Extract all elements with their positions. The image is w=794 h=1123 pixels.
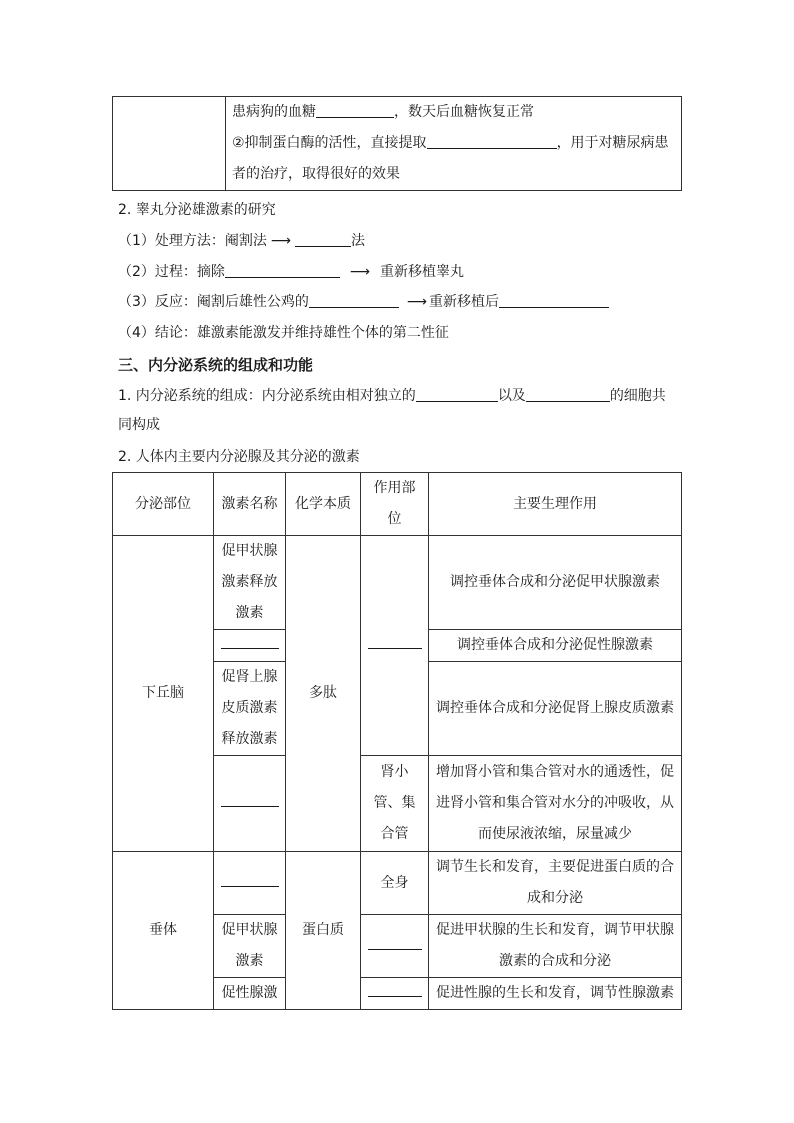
effect-crh: 调控垂体合成和分泌促肾上腺皮质激素 xyxy=(429,662,682,756)
table-header-row xyxy=(113,473,682,536)
item1-a: 1. 内分泌系统的组成：内分泌系统由相对独立的 xyxy=(118,388,416,404)
item1-b: 以及 xyxy=(497,388,526,404)
top-continued-table xyxy=(112,96,682,191)
tsh-effect: 促进甲状腺的生长和发育，调节甲状腺激素的合成和分泌 xyxy=(436,922,674,969)
section3-item1-cont: 同构成 xyxy=(118,417,160,433)
section3-heading: 三、内分泌系统的组成和功能 xyxy=(118,356,314,374)
effect-gth: 促进性腺的生长和发育，调节性腺激素 xyxy=(429,978,682,1010)
effect-gnrh: 调控垂体合成和分泌促性腺激素 xyxy=(429,630,682,662)
line1-a: 患病狗的血糖 xyxy=(232,104,316,120)
blank-fill xyxy=(221,805,279,807)
gh-effect: 调节生长和发育，主要促进蛋白质的合成和分泌 xyxy=(436,859,674,906)
site-pituitary: 垂体 xyxy=(113,852,214,1010)
blank-fill xyxy=(221,647,279,649)
blank-fill xyxy=(295,232,351,247)
top-content-cell xyxy=(226,97,682,191)
blank-fill xyxy=(427,134,557,149)
header-target xyxy=(361,473,429,536)
effect-tsh xyxy=(429,915,682,978)
testis-process xyxy=(118,262,464,282)
blank-fill xyxy=(368,995,422,997)
effect-gh xyxy=(429,852,682,915)
adh-effect: 增加肾小管和集合管对水的通透性，促进肾小管和集合管对水分的冲吸收，从而使尿液浓缩，尿量减少 xyxy=(436,764,674,842)
blank-fill xyxy=(499,293,609,308)
hormone-gnrh-blank xyxy=(214,630,286,662)
line3: 者的治疗，取得很好的效果 xyxy=(232,166,400,182)
nature-peptide: 多肽 xyxy=(286,536,361,852)
target-gth-blank xyxy=(361,978,429,1010)
target-blank xyxy=(361,536,429,756)
hormone-crh xyxy=(214,662,286,756)
header-effect: 主要生理作用 xyxy=(429,473,682,536)
table-row xyxy=(113,536,682,630)
process-label: （2）过程：摘除 xyxy=(118,264,225,280)
blank-fill xyxy=(225,263,340,278)
blank-fill xyxy=(368,647,422,649)
tsh-name: 促甲状腺激素 xyxy=(221,922,278,969)
testis-title: 2. 睾丸分泌雄激素的研究 xyxy=(118,202,276,218)
section3-item1 xyxy=(118,386,666,406)
nature-protein: 蛋白质 xyxy=(286,852,361,1010)
blank-fill xyxy=(526,387,610,402)
target-kidney xyxy=(361,756,429,852)
reaction-mid: 重新移植后 xyxy=(429,294,499,310)
arrow-icon: ⟶ xyxy=(406,294,427,310)
item1-c: 的细胞共 xyxy=(609,388,666,404)
arrow-icon: ⟶ xyxy=(349,264,370,280)
line1-b: ，数天后血糖恢复正常 xyxy=(394,104,534,120)
process-suffix: 重新移植睾丸 xyxy=(380,264,464,280)
arrow-icon: ⟶ xyxy=(270,233,291,249)
trh-name: 促甲状腺激素释放激素 xyxy=(221,543,278,621)
site-hypothalamus: 下丘脑 xyxy=(113,536,214,852)
hormone-gh-blank xyxy=(214,852,286,915)
section3-item2: 2. 人体内主要内分泌腺及其分泌的激素 xyxy=(118,449,360,465)
header-target-text: 作用部位 xyxy=(373,480,416,527)
hormone-adh-blank xyxy=(214,756,286,852)
effect-adh xyxy=(429,756,682,852)
line2-b: ，用于对糖尿病患 xyxy=(556,135,669,151)
crh-name: 促肾上腺皮质激素释放激素 xyxy=(221,669,278,747)
line2-a: ②抑制蛋白酶的活性，直接提取 xyxy=(232,135,427,151)
method-label: （1）处理方法：阉割法 xyxy=(118,233,267,249)
hormone-trh xyxy=(214,536,286,630)
blank-fill xyxy=(368,948,422,950)
header-nature: 化学本质 xyxy=(286,473,361,536)
blank-fill xyxy=(316,103,394,118)
reaction-label: （3）反应：阉割后雄性公鸡的 xyxy=(118,294,309,310)
testis-conclusion: （4）结论：雄激素能激发并维持雄性个体的第二性征 xyxy=(118,325,449,341)
testis-method xyxy=(118,231,365,251)
hormone-tsh xyxy=(214,915,286,978)
adh-target: 肾小管、集合管 xyxy=(373,764,416,842)
hormone-gth: 促性腺激 xyxy=(214,978,286,1010)
testis-reaction xyxy=(118,292,609,312)
effect-trh: 调控垂体合成和分泌促甲状腺激素 xyxy=(429,536,682,630)
target-tsh-blank xyxy=(361,915,429,978)
method-suffix: 法 xyxy=(351,233,365,249)
header-site: 分泌部位 xyxy=(113,473,214,536)
target-whole-body: 全身 xyxy=(361,852,429,915)
blank-fill xyxy=(309,293,399,308)
table-row xyxy=(113,852,682,915)
blank-fill xyxy=(416,387,498,402)
header-name: 激素名称 xyxy=(214,473,286,536)
empty-cell xyxy=(113,97,226,191)
blank-fill xyxy=(221,885,279,887)
hormone-table xyxy=(112,472,682,1010)
